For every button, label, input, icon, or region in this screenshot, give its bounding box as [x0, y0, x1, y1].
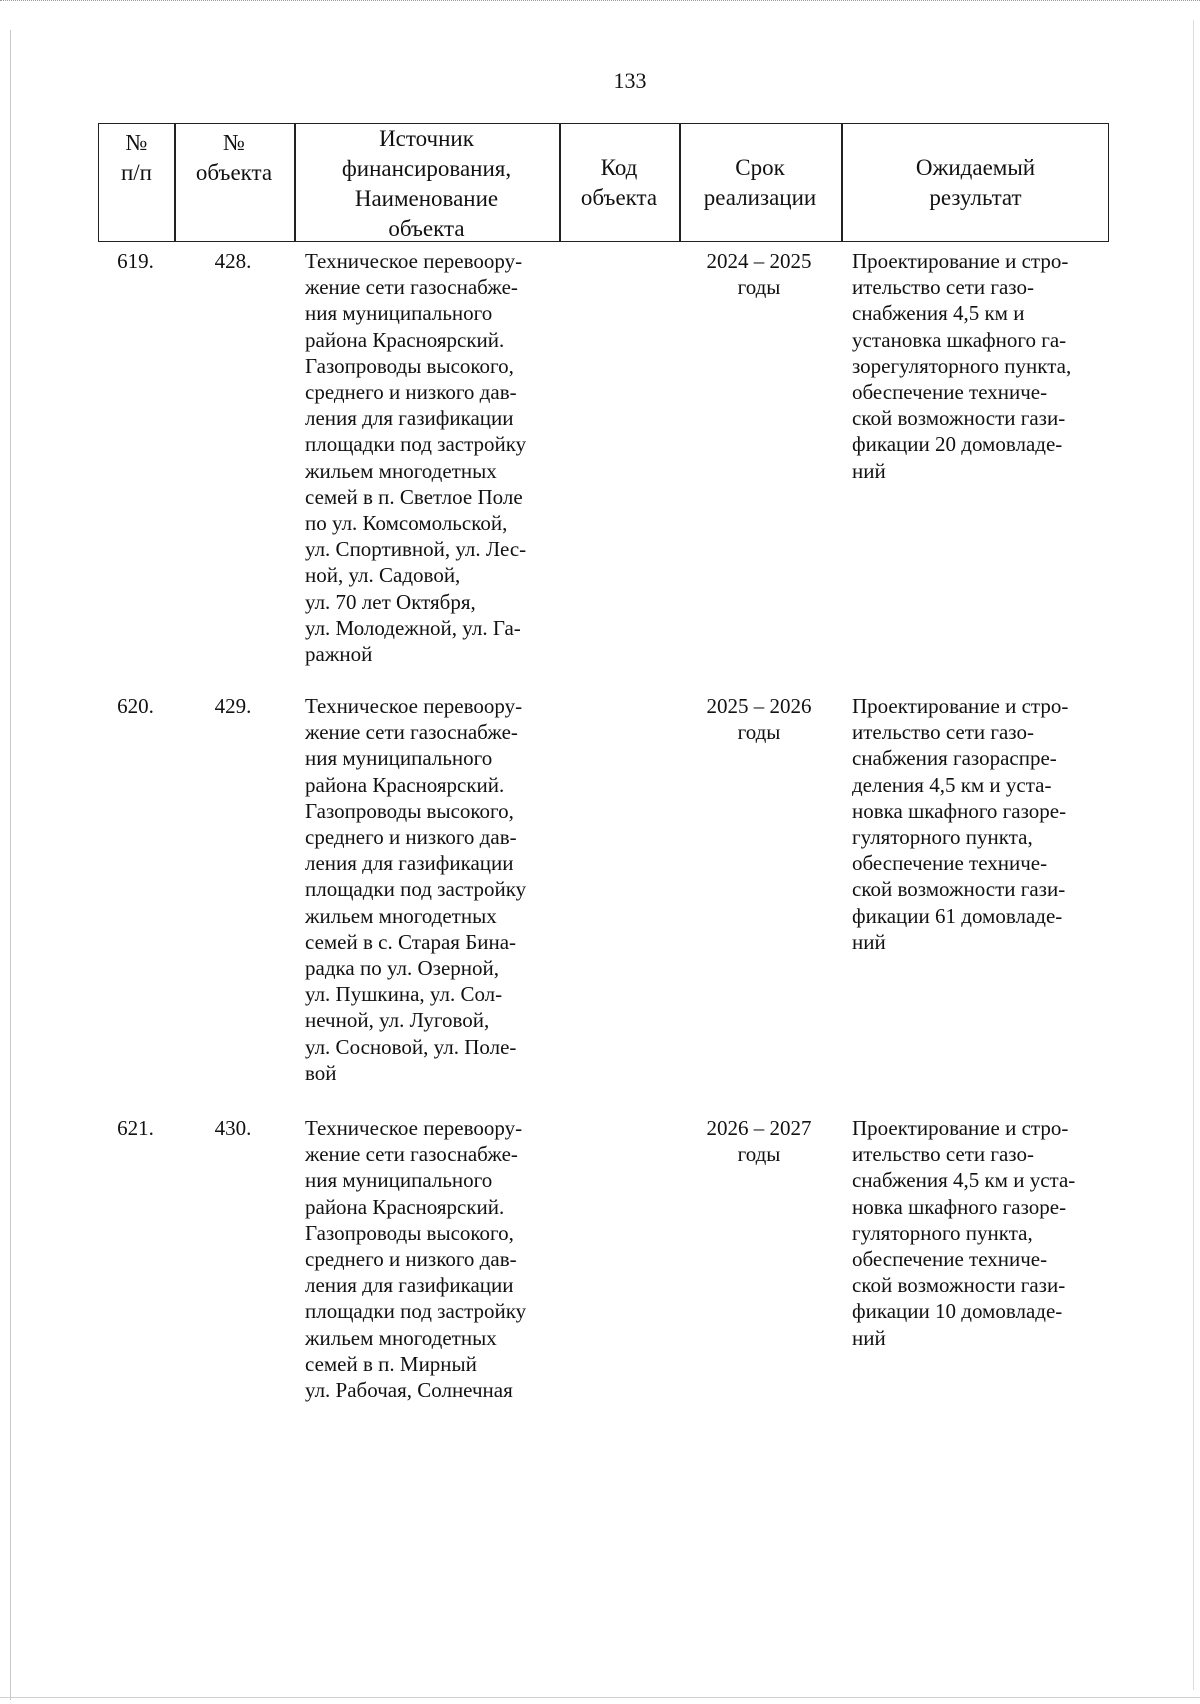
object-name-line: Газопроводы высокого, — [305, 798, 514, 823]
header-line: Срок — [735, 154, 785, 180]
object-name-line: Техническое перевоору- — [305, 1116, 523, 1140]
header-line: реализации — [703, 184, 817, 210]
header-line: Источник — [379, 126, 474, 151]
expected-result — [852, 248, 1107, 484]
result-line: ской возможности гази- — [852, 1273, 1066, 1298]
result-line: ительство сети газо- — [852, 720, 1034, 745]
result-line: ний — [852, 929, 886, 954]
object-name-line: ул. Пушкина, ул. Сол- — [305, 982, 503, 1007]
result-line: зорегуляторного пункта, — [852, 353, 1072, 378]
result-line: фикации 20 домовладе- — [852, 432, 1063, 457]
object-name-line: семей в с. Старая Бина- — [305, 929, 517, 954]
result-line: ний — [852, 1325, 886, 1350]
object-name-line: района Красноярский. — [305, 327, 505, 352]
object-name-line: ления для газификации — [305, 406, 514, 431]
object-name — [305, 248, 550, 667]
result-line: обеспечение техниче- — [852, 1247, 1048, 1272]
object-number: 430. — [214, 1116, 252, 1140]
object-name-line: по ул. Комсомольской, — [305, 511, 508, 536]
object-name — [305, 693, 550, 1086]
header-cell-expected-result — [841, 124, 1110, 241]
result-line: новка шкафного газоре- — [852, 798, 1067, 823]
row-number: 620. — [117, 694, 154, 718]
object-name-line: площадки под застройку — [305, 877, 527, 902]
header-cell-object-number — [174, 124, 294, 241]
header-line: № — [125, 130, 148, 155]
implementation-term — [678, 1115, 840, 1167]
object-name-line: ления для газификации — [305, 1273, 514, 1298]
object-name-line: семей в п. Мирный — [305, 1351, 477, 1376]
result-line: ской возможности гази- — [852, 406, 1066, 431]
header-line: финансирования, — [341, 156, 512, 181]
object-name-line: Газопроводы высокого, — [305, 1220, 514, 1245]
object-name-line: ления для газификации — [305, 851, 514, 876]
term-unit: годы — [737, 720, 781, 745]
header-line: п/п — [120, 160, 152, 185]
object-name-line: жение сети газоснабже- — [305, 1142, 518, 1167]
header-cell-pp — [99, 124, 174, 241]
expected-result — [852, 1115, 1107, 1351]
result-line: снабжения 4,5 км и — [852, 301, 1025, 326]
table-header — [98, 123, 1109, 242]
object-name-line: вой — [305, 1060, 337, 1085]
result-line: деления 4,5 км и уста- — [852, 772, 1052, 797]
object-name-line: нечной, ул. Луговой, — [305, 1008, 490, 1033]
header-cell-term — [679, 124, 841, 241]
scan-edge-top — [0, 0, 1200, 11]
object-name-line: района Красноярский. — [305, 772, 505, 797]
result-line: ительство сети газо- — [852, 275, 1034, 300]
object-name-line: района Красноярский. — [305, 1194, 505, 1219]
header-line: № — [223, 130, 245, 155]
expected-result — [852, 693, 1107, 955]
result-line: обеспечение техниче- — [852, 851, 1048, 876]
scan-edge-right — [1193, 20, 1194, 1690]
object-name-line: ул. Молодежной, ул. Га- — [305, 615, 521, 640]
object-name-line: ния муниципального — [305, 1168, 493, 1193]
row-number: 619. — [117, 249, 154, 273]
object-name-line: жение сети газоснабже- — [305, 720, 518, 745]
term-years: 2024 – 2025 — [706, 249, 812, 273]
object-name-line: Газопроводы высокого, — [305, 353, 514, 378]
object-number: 428. — [214, 249, 252, 273]
result-line: ний — [852, 458, 886, 483]
result-line: установка шкафного га- — [852, 327, 1067, 352]
result-line: ской возможности гази- — [852, 877, 1066, 902]
result-line: гуляторного пункта, — [852, 1220, 1033, 1245]
result-line: Проектирование и стро- — [852, 694, 1069, 718]
result-line: фикации 10 домовладе- — [852, 1299, 1063, 1324]
term-unit: годы — [737, 275, 781, 300]
object-name-line: жильем многодетных — [305, 903, 497, 928]
object-name-line: жильем многодетных — [305, 1325, 497, 1350]
page-number: 133 — [613, 68, 647, 93]
result-line: новка шкафного газоре- — [852, 1194, 1067, 1219]
object-name-line: ул. 70 лет Октября, — [305, 589, 476, 614]
object-name-line: Техническое перевоору- — [305, 249, 523, 273]
object-name-line: ния муниципального — [305, 746, 493, 771]
header-line: Наименование — [354, 186, 499, 211]
object-name-line: среднего и низкого дав- — [305, 1247, 517, 1272]
object-name-line: ул. Сосновой, ул. Поле- — [305, 1034, 517, 1059]
object-name-line: радка по ул. Озерной, — [305, 956, 500, 981]
header-line: объекта — [195, 160, 273, 185]
object-name-line: жение сети газоснабже- — [305, 275, 518, 300]
object-name-line: площадки под застройку — [305, 432, 527, 457]
result-line: ительство сети газо- — [852, 1142, 1034, 1167]
header-line: объекта — [580, 184, 658, 210]
object-name-line: ной, ул. Садовой, — [305, 563, 461, 588]
row-number: 621. — [117, 1116, 154, 1140]
object-name-line: Техническое перевоору- — [305, 694, 523, 718]
implementation-term — [678, 248, 840, 300]
implementation-term — [678, 693, 840, 745]
header-cell-source-name — [294, 124, 559, 241]
result-line: гуляторного пункта, — [852, 825, 1033, 850]
scan-edge-left — [10, 30, 11, 1700]
result-line: снабжения 4,5 км и уста- — [852, 1168, 1076, 1193]
object-name-line: семей в п. Светлое Поле — [305, 484, 523, 509]
header-line: Код — [600, 154, 638, 180]
object-name-line: жильем многодетных — [305, 458, 497, 483]
header-line: Ожидаемый — [915, 154, 1036, 180]
object-name — [305, 1115, 550, 1403]
object-name-line: ул. Рабочая, Солнечная — [305, 1378, 513, 1403]
scan-edge-bottom — [0, 1697, 1200, 1698]
object-name-line: ния муниципального — [305, 301, 493, 326]
term-years: 2025 – 2026 — [706, 694, 812, 718]
result-line: Проектирование и стро- — [852, 249, 1069, 273]
result-line: обеспечение техниче- — [852, 380, 1048, 405]
object-number: 429. — [214, 694, 252, 718]
object-name-line: ул. Спортивной, ул. Лес- — [305, 537, 527, 562]
result-line: снабжения газораспре- — [852, 746, 1057, 771]
header-cell-object-code — [559, 124, 679, 241]
header-line: объекта — [388, 216, 465, 241]
term-years: 2026 – 2027 — [706, 1116, 812, 1140]
term-unit: годы — [737, 1142, 781, 1167]
object-name-line: ражной — [305, 642, 373, 667]
result-line: Проектирование и стро- — [852, 1116, 1069, 1140]
object-name-line: среднего и низкого дав- — [305, 825, 517, 850]
object-name-line: площадки под застройку — [305, 1299, 527, 1324]
header-line: результат — [929, 184, 1022, 210]
result-line: фикации 61 домовладе- — [852, 903, 1063, 928]
object-name-line: среднего и низкого дав- — [305, 380, 517, 405]
